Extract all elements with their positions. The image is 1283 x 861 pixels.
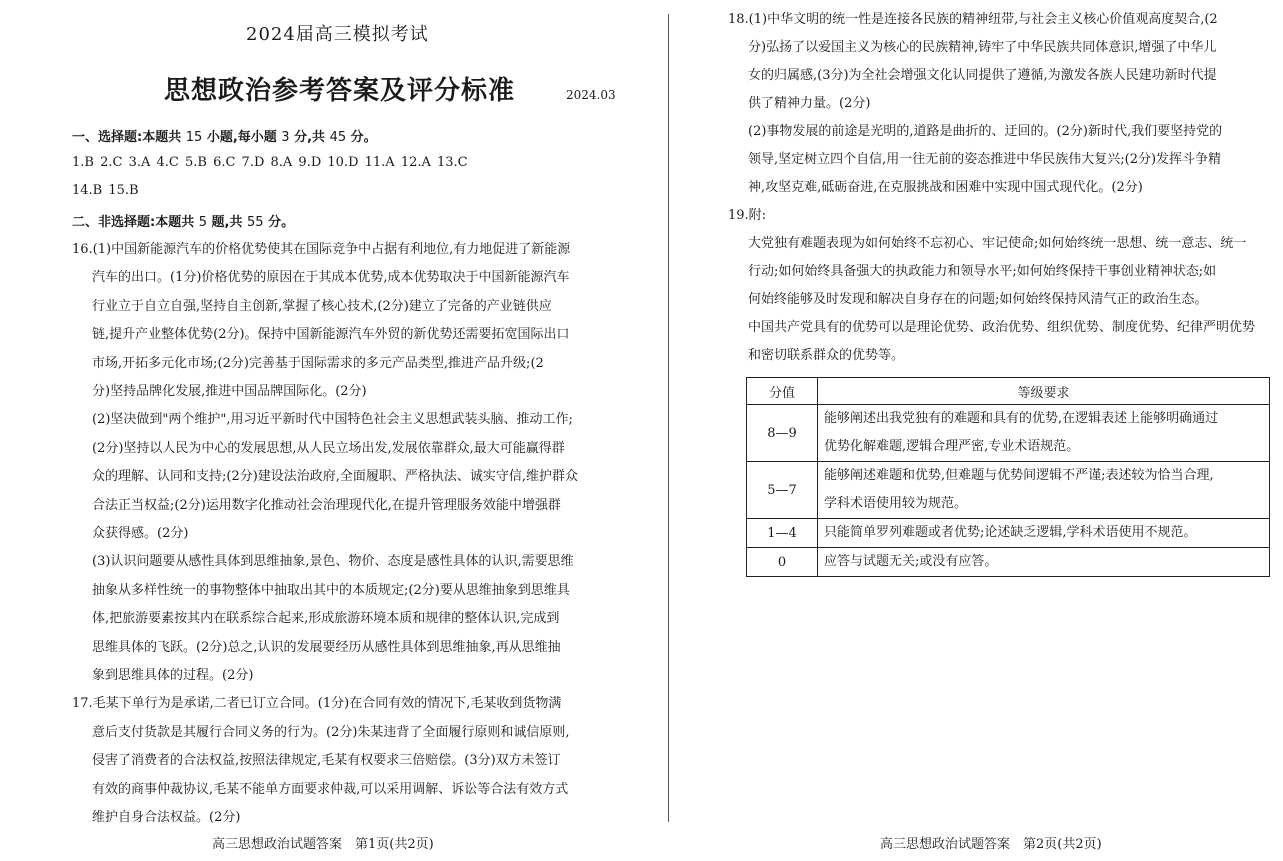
- answer-line: 供了精神力量。(2分): [748, 96, 871, 111]
- answer-line: 侵害了消费者的合法权益,按照法律规定,毛某有权要求三倍赔偿。(3分)双方未签订: [92, 753, 561, 769]
- answer-line: 分)坚持品牌化发展,推进中国品牌国际化。(2分): [92, 384, 367, 399]
- page-divider: [668, 14, 669, 822]
- answer-line: (2分)坚持以人民为中心的发展思想,从人民立场出发,发展依靠群众,最大可能赢得群: [92, 440, 565, 456]
- page-title: 思想政治参考答案及评分标准: [164, 76, 516, 106]
- table-row: [747, 405, 1270, 462]
- answer-line: 18.(1)中华文明的统一性是连接各民族的精神纽带,与社会主义核心价值观高度契合,(2: [728, 12, 1218, 27]
- requirement-cell: 能够阐述出我党独有的难题和具有的优势,在逻辑表述上能够明确通过 优势化解难题,逻辑合理严密,专业术语规范。: [818, 405, 1270, 462]
- table-header-row: [747, 378, 1270, 405]
- exam-date: 2024.03: [566, 88, 616, 102]
- section-1-heading: 一、选择题:本题共 15 小题,每小题 3 分,共 45 分。: [72, 130, 377, 145]
- footer-page-2: 高三思想政治试题答案 第2页(共2页): [880, 837, 1102, 852]
- answers-row-2: 14.B 15.B: [72, 183, 139, 198]
- answer-line: 象到思维具体的过程。(2分): [92, 668, 254, 683]
- table-row: [747, 519, 1270, 548]
- answer-line: 19.附:: [728, 208, 767, 223]
- grading-table: [746, 377, 1270, 577]
- answer-line: 维护自身合法权益。(2分): [92, 810, 241, 825]
- score-cell: 0: [747, 548, 818, 577]
- answer-line: 何始终能够及时发现和解决自身存在的问题;如何始终保持风清气正的政治生态。: [748, 292, 1208, 307]
- answers-row-1: 1.B 2.C 3.A 4.C 5.B 6.C 7.D 8.A 9.D 10.D 11.A 12.A 13.C: [72, 155, 468, 170]
- score-cell: 1—4: [747, 519, 818, 548]
- answer-line: 17.毛某下单行为是承诺,二者已订立合同。(1分)在合同有效的情况下,毛某收到货物满: [72, 696, 562, 712]
- answer-line: 抽象从多样性统一的事物整体中抽取出其中的本质规定;(2分)要从思维抽象到思维具: [92, 582, 570, 598]
- answer-line: 链,提升产业整体优势(2分)。保持中国新能源汽车外贸的新优势还需要拓宽国际出口: [92, 327, 570, 343]
- answer-line: 分)弘扬了以爱国主义为核心的民族精神,铸牢了中华民族共同体意识,增强了中华儿: [748, 40, 1217, 55]
- answer-line: 16.(1)中国新能源汽车的价格优势使其在国际竞争中占据有利地位,有力地促进了新能源: [72, 242, 571, 257]
- answer-line: (2)事物发展的前途是光明的,道路是曲折的、迂回的。(2分)新时代,我们要坚持党的: [748, 124, 1223, 139]
- table-header: 等级要求: [818, 378, 1270, 405]
- answer-line: 女的归属感,(3分)为全社会增强文化认同提供了遵循,为激发各族人民建功新时代提: [748, 68, 1217, 83]
- answer-line: 意后支付货款是其履行合同义务的行为。(2分)朱某违背了全面履行原则和诚信原则,: [92, 724, 570, 740]
- footer-page-1: 高三思想政治试题答案 第1页(共2页): [212, 837, 434, 852]
- section-2-heading: 二、非选择题:本题共 5 题,共 55 分。: [72, 215, 295, 230]
- requirement-cell: 应答与试题无关;或没有应答。: [818, 548, 1270, 577]
- requirement-cell: 只能简单罗列难题或者优势;论述缺乏逻辑,学科术语使用不规范。: [818, 519, 1270, 548]
- answer-line: 大党独有难题表现为如何始终不忘初心、牢记使命;如何始终统一思想、统一意志、统一: [748, 236, 1247, 251]
- exam-name: 2024届高三模拟考试: [246, 24, 429, 45]
- table-header: 分值: [747, 378, 818, 405]
- score-cell: 8—9: [747, 405, 818, 462]
- answer-line: 思维具体的飞跃。(2分)总之,认识的发展要经历从感性具体到思维抽象,再从思维抽: [92, 639, 561, 655]
- page-1: [0, 0, 640, 861]
- answer-line: 体,把旅游要素按其内在联系综合起来,形成旅游环境本质和规律的整体认识,完成到: [92, 611, 560, 627]
- answer-line: 行动;如何始终具备强大的执政能力和领导水平;如何始终保持干事创业精神状态;如: [748, 264, 1217, 279]
- answer-line: 行业立于自立自强,坚持自主创新,掌握了核心技术,(2分)建立了完备的产业链供应: [92, 298, 552, 314]
- answer-line: 市场,开拓多元化市场;(2分)完善基于国际需求的多元产品类型,推进产品升级;(2: [92, 355, 544, 371]
- answer-line: 众的理解、认同和支持;(2分)建设法治政府,全面履职、严格执法、诚实守信,维护群众: [92, 469, 579, 485]
- answer-line: (3)认识问题要从感性具体到思维抽象,景色、物价、态度是感性具体的认识,需要思维: [92, 554, 574, 570]
- answer-line: 汽车的出口。(1分)价格优势的原因在于其成本优势,成本优势取决于中国新能源汽车: [92, 270, 570, 286]
- answer-line: 合法正当权益;(2分)运用数字化推动社会治理现代化,在提升管理服务效能中增强群: [92, 497, 561, 513]
- answer-line: 众获得感。(2分): [92, 526, 189, 541]
- answer-line: 领导,坚定树立四个自信,用一往无前的姿态推进中华民族伟大复兴;(2分)发挥斗争精: [748, 152, 1222, 167]
- answer-line: 有效的商事仲裁协议,毛某不能单方面要求仲裁,可以采用调解、诉讼等合法有效方式: [92, 781, 569, 797]
- answer-line: (2)坚决做到"两个维护",用习近平新时代中国特色社会主义思想武装头脑、推动工作;: [92, 412, 573, 428]
- score-cell: 5—7: [747, 462, 818, 519]
- table-row: [747, 462, 1270, 519]
- answer-line: 神,攻坚克难,砥砺奋进,在克服挑战和困难中实现中国式现代化。(2分): [748, 180, 1143, 195]
- answer-line: 和密切联系群众的优势等。: [748, 348, 905, 363]
- answer-line: 中国共产党具有的优势可以是理论优势、政治优势、组织优势、制度优势、纪律严明优势: [748, 320, 1256, 335]
- requirement-cell: 能够阐述难题和优势,但难题与优势间逻辑不严谨;表述较为恰当合理, 学科术语使用较为规范。: [818, 462, 1270, 519]
- table-row: [747, 548, 1270, 577]
